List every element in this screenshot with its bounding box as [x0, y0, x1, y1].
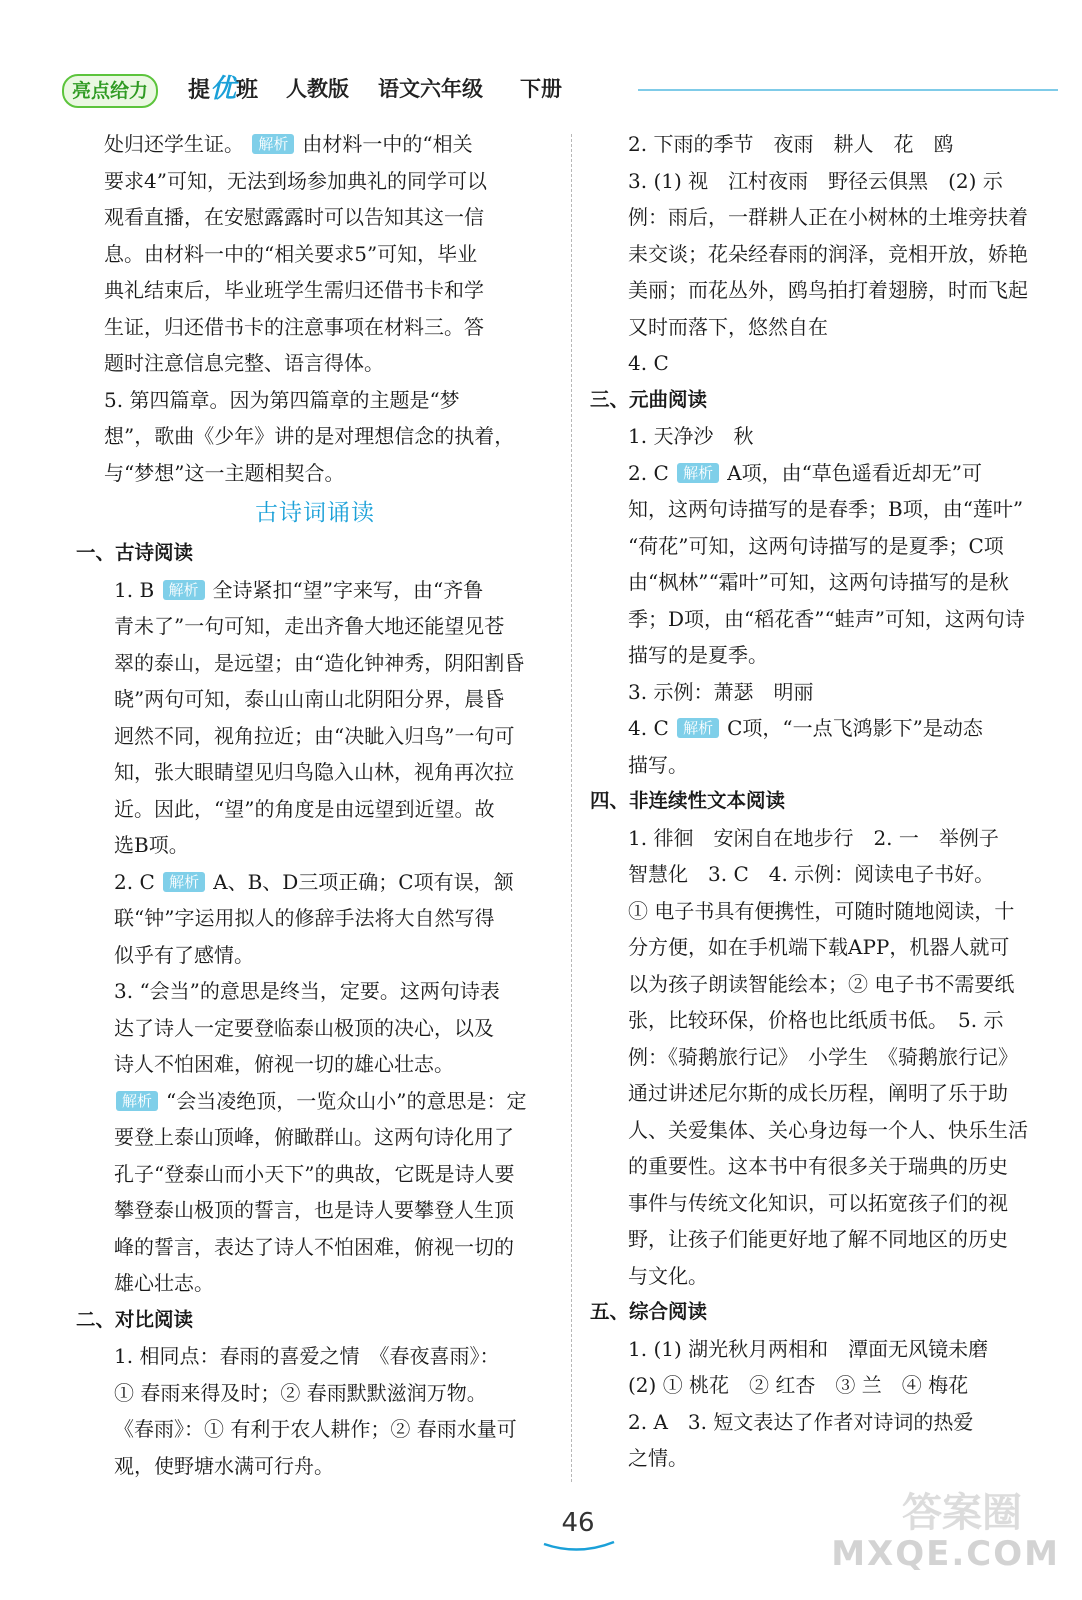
column-divider [571, 134, 572, 1482]
edition-label: 人教版 [286, 77, 349, 101]
text-line: 1. 相同点：春雨的喜爱之情 《春夜喜雨》： [114, 1344, 500, 1368]
text-line: 息。由材料一中的“相关要求5”可知，毕业 [104, 241, 478, 266]
text-line: 攀登泰山极顶的誓言，也是诗人要攀登人生顶 [114, 1198, 514, 1222]
series-name: 提优班 [188, 74, 259, 104]
text-line: 青未了”一句可知，走出齐鲁大地还能望见苍 [114, 614, 505, 638]
section-heading: 三、元曲阅读 [590, 387, 708, 411]
subject-label: 语文六年级 [378, 77, 483, 101]
text-line: 知，张大眼睛望见归鸟隐入山林，视角再次拉 [114, 760, 514, 784]
text-line: 分方便，如在手机端下载APP，机器人就可 [628, 935, 1010, 959]
text-line: 例：《骑鹅旅行记》 小学生 《骑鹅旅行记》 [628, 1044, 1018, 1069]
text-line: 知，这两句诗描写的是春季；B项，由“莲叶” [628, 497, 1024, 521]
text-line: 的重要性。这本书中有很多关于瑞典的历史 [628, 1154, 1008, 1178]
text-line: 观，使野塘水满可行舟。 [114, 1453, 334, 1478]
analysis-tag: 解析 [677, 463, 719, 483]
text-line: 题时注意信息完整、语言得体。 [104, 351, 384, 375]
text-line: 2. 下雨的季节 夜雨 耕人 花 鸥 [628, 132, 954, 156]
text-line: 典礼结束后，毕业班学生需归还借书卡和学 [104, 278, 484, 302]
text-line: 之情。 [628, 1446, 688, 1470]
text-line: 想”，歌曲《少年》讲的是对理想信念的执着， [104, 424, 515, 448]
page-header [62, 72, 1072, 108]
text-line: ① 电子书具有便携性，可随时随地阅读，十 [628, 898, 1015, 923]
text-line: 晓”两句可知，泰山山南山北阴阳分界，晨昏 [114, 687, 505, 711]
text-line: 张，比较环保，价格也比纸质书低。 5. 示 [628, 1008, 1004, 1032]
text-line: 3. 示例：萧瑟 明丽 [628, 679, 814, 704]
text-line: 2. C 解析 A项，由“草色遥看近却无”可 [628, 460, 983, 485]
text-line: 近。因此，“望”的角度是由远望到近望。故 [114, 796, 495, 821]
section-title: 古诗词诵读 [255, 500, 375, 526]
page-number: 46 [561, 1508, 595, 1538]
text-line: 4. C 解析 C项，“一点飞鸿影下”是动态 [628, 716, 983, 740]
text-line: 描写。 [628, 752, 688, 777]
text-line: 5. 第四篇章。因为第四篇章的主题是“梦 [104, 387, 460, 412]
text-line: 例：雨后，一群耕人正在小树林的土堆旁扶着 [628, 205, 1028, 229]
text-line: 2. A 3. 短文表达了作者对诗词的热爱 [628, 1409, 974, 1434]
watermark-logo: 答案圈 [902, 1490, 1022, 1536]
section-heading: 五、综合阅读 [590, 1300, 708, 1323]
text-line: “荷花”可知，这两句诗描写的是夏季；C项 [628, 533, 1004, 558]
text-line: 耒交谈；花朵经春雨的润泽，竞相开放，娇艳 [628, 241, 1028, 266]
text-line: 人、关爱集体、关心身边每一个人、快乐生活 [628, 1117, 1028, 1142]
analysis-tag: 解析 [163, 872, 205, 892]
text-line: 通过讲述尼尔斯的成长历程，阐明了乐于助 [628, 1081, 1008, 1105]
left-column [76, 126, 554, 1484]
text-line: 选B项。 [114, 833, 189, 857]
text-line: 事件与传统文化知识，可以拓宽孩子们的视 [628, 1190, 1008, 1215]
text-line: 观看直播，在安慰露露时可以告知其这一信 [104, 205, 484, 229]
text-line: 解析 “会当凌绝顶，一览众山小”的意思是：定 [76, 1083, 554, 1120]
header-rule [638, 89, 1058, 91]
text-line: 又时而落下，悠然自在 [628, 314, 828, 339]
text-line: 诗人不怕困难，俯视一切的雄心壮志。 [114, 1052, 454, 1076]
text-line: 与文化。 [628, 1263, 708, 1288]
text-line: 1. 天净沙 秋 [628, 424, 754, 448]
volume-label: 下册 [520, 77, 562, 101]
analysis-tag: 解析 [252, 134, 294, 154]
text-line: ① 春雨来得及时；② 春雨默默滋润万物。 [114, 1380, 487, 1405]
text-line: 1. 徘徊 安闲自在地步行 2. 一 举例子 [628, 825, 999, 850]
text-line: 1. B 解析 全诗紧扣“望”字来写，由“齐鲁 [114, 577, 484, 602]
text-line: 智慧化 3. C 4. 示例：阅读电子书好。 [628, 862, 995, 886]
section-heading: 二、对比阅读 [76, 1307, 194, 1331]
text-line: 迥然不同，视角拉近；由“决眦入归鸟”一句可 [114, 723, 515, 748]
right-column [590, 126, 1070, 1477]
text-line: 达了诗人一定要登临泰山极顶的决心，以及 [114, 1015, 494, 1040]
analysis-tag: 解析 [163, 580, 205, 600]
text-line: 野，让孩子们能更好地了解不同地区的历史 [628, 1227, 1008, 1251]
text-line: 3. “会当”的意思是终当，定要。这两句诗表 [114, 979, 500, 1003]
text-line: 由“枫林”“霜叶”可知，这两句诗描写的是秋 [628, 570, 1009, 594]
watermark: MXQE.COM [831, 1534, 1060, 1574]
text-line: 《春雨》：① 有利于农人耕作；② 春雨水量可 [114, 1417, 517, 1441]
text-line: 要登上泰山顶峰，俯瞰群山。这两句诗化用了 [114, 1125, 514, 1149]
text-line: 要求4”可知，无法到场参加典礼的同学可以 [104, 168, 487, 193]
analysis-tag: 解析 [677, 718, 719, 738]
text-line: 季；D项，由“稻花香”“蛙声”可知，这两句诗 [628, 606, 1025, 631]
text-line: (2) ① 桃花 ② 红杏 ③ 兰 ④ 梅花 [628, 1373, 969, 1397]
text-line: 生证，归还借书卡的注意事项在材料三。答 [104, 314, 484, 339]
text-line: 峰的誓言，表达了诗人不怕困难，俯视一切的 [114, 1234, 514, 1259]
text-line: 与“梦想”这一主题相契合。 [104, 460, 345, 485]
page-number-swoosh [540, 1540, 618, 1554]
text-line: 以为孩子朗读智能绘本；② 电子书不需要纸 [628, 971, 1015, 996]
text-line: 似乎有了感情。 [114, 942, 254, 967]
text-line: 3. (1) 视 江村夜雨 野径云俱黑 (2) 示 [628, 168, 1003, 193]
text-line: 雄心壮志。 [114, 1271, 214, 1295]
text-line: 2. C 解析 A、B、D三项正确；C项有误，颔 [114, 869, 514, 894]
text-line: 美丽；而花丛外，鸥鸟拍打着翅膀，时而飞起 [628, 278, 1028, 302]
text-line: 描写的是夏季。 [628, 643, 768, 667]
text-line: 翠的泰山，是远望；由“造化钟神秀，阴阳割昏 [114, 650, 525, 675]
text-line: 4. C [628, 351, 669, 375]
text-line: 联“钟”字运用拟人的修辞手法将大自然写得 [114, 906, 495, 930]
text-line: 孔子“登泰山而小天下”的典故，它既是诗人要 [114, 1161, 515, 1186]
brand-logo: 亮点给力 [62, 74, 158, 108]
section-heading: 四、非连续性文本阅读 [590, 789, 786, 812]
section-heading: 一、古诗阅读 [76, 541, 194, 564]
text-line: 处归还学生证。 解析 由材料一中的“相关 [104, 132, 473, 156]
text-line: 1. (1) 湖光秋月两相和 潭面无风镜未磨 [628, 1336, 989, 1361]
analysis-tag: 解析 [116, 1091, 158, 1111]
